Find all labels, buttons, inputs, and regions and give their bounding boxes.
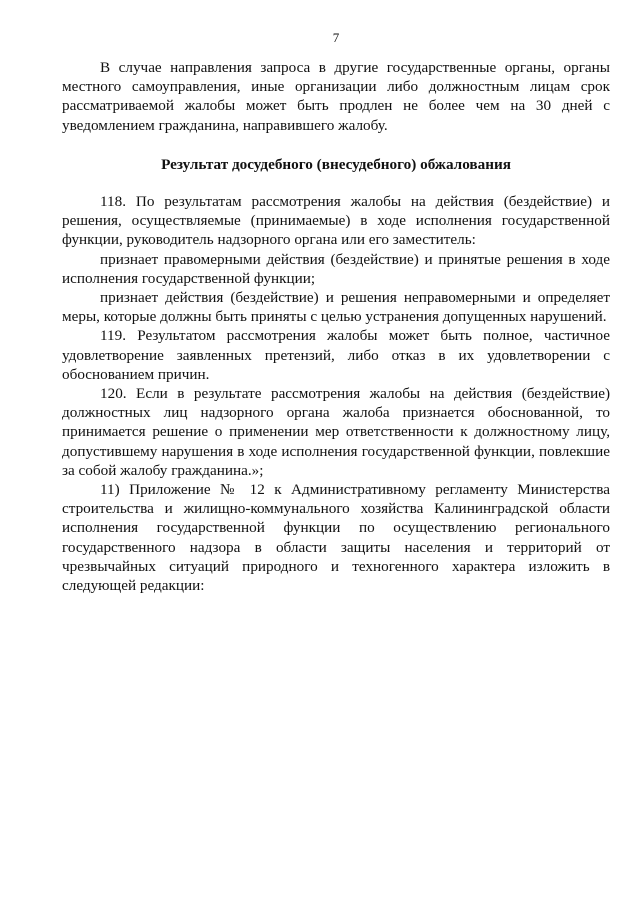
paragraph-request-extension: В случае направления запроса в другие государственные органы, органы местного самоуправления, иные организации либо должностным лицам срок рассматриваемой жалобы может быть продлен не более чем на 30 дней с уведомлением гражданина, направившего жалобу. bbox=[62, 59, 610, 134]
page-number: 7 bbox=[332, 30, 340, 45]
paragraph-118-lawful: признает правомерными действия (бездействие) и принятые решения в ходе исполнения государственной функции; bbox=[62, 250, 610, 287]
paragraph-120: 120. Если в результате рассмотрения жалобы на действия (бездействие) должностных лиц надзорного органа жалоба признается обоснованной, то принимается решение о применении мер ответственности к должностному лицу, допустившему нарушения в ходе исполнения государственной функции, повлекшие за собой жалобу гражданина.»; bbox=[62, 385, 610, 479]
paragraph-item-11: 11) Приложение № 12 к Административному регламенту Министерства строительства и жилищно-коммунального хозяйства Калининградской области исполнения государственной функции по осуществлению регионального государственного надзора в области защиты населения и территорий от чрезвычайных ситуаций природного и техногенного характера изложить в следующей редакции: bbox=[62, 481, 610, 595]
paragraph-118-unlawful: признает действия (бездействие) и решения неправомерными и определяет меры, которые должны быть приняты с целью устранения допущенных нарушений. bbox=[62, 289, 610, 326]
paragraph-118: 118. По результатам рассмотрения жалобы на действия (бездействие) и решения, осуществляемые (принимаемые) в ходе исполнения государственной функции, руководитель надзорного органа или его заместитель: bbox=[62, 193, 610, 249]
section-heading: Результат досудебного (внесудебного) обжалования bbox=[161, 155, 511, 173]
paragraph-119: 119. Результатом рассмотрения жалобы может быть полное, частичное удовлетворение заявленных претензий, либо отказ в их удовлетворении с обоснованием причин. bbox=[62, 327, 610, 383]
document-page bbox=[62, 30, 610, 595]
